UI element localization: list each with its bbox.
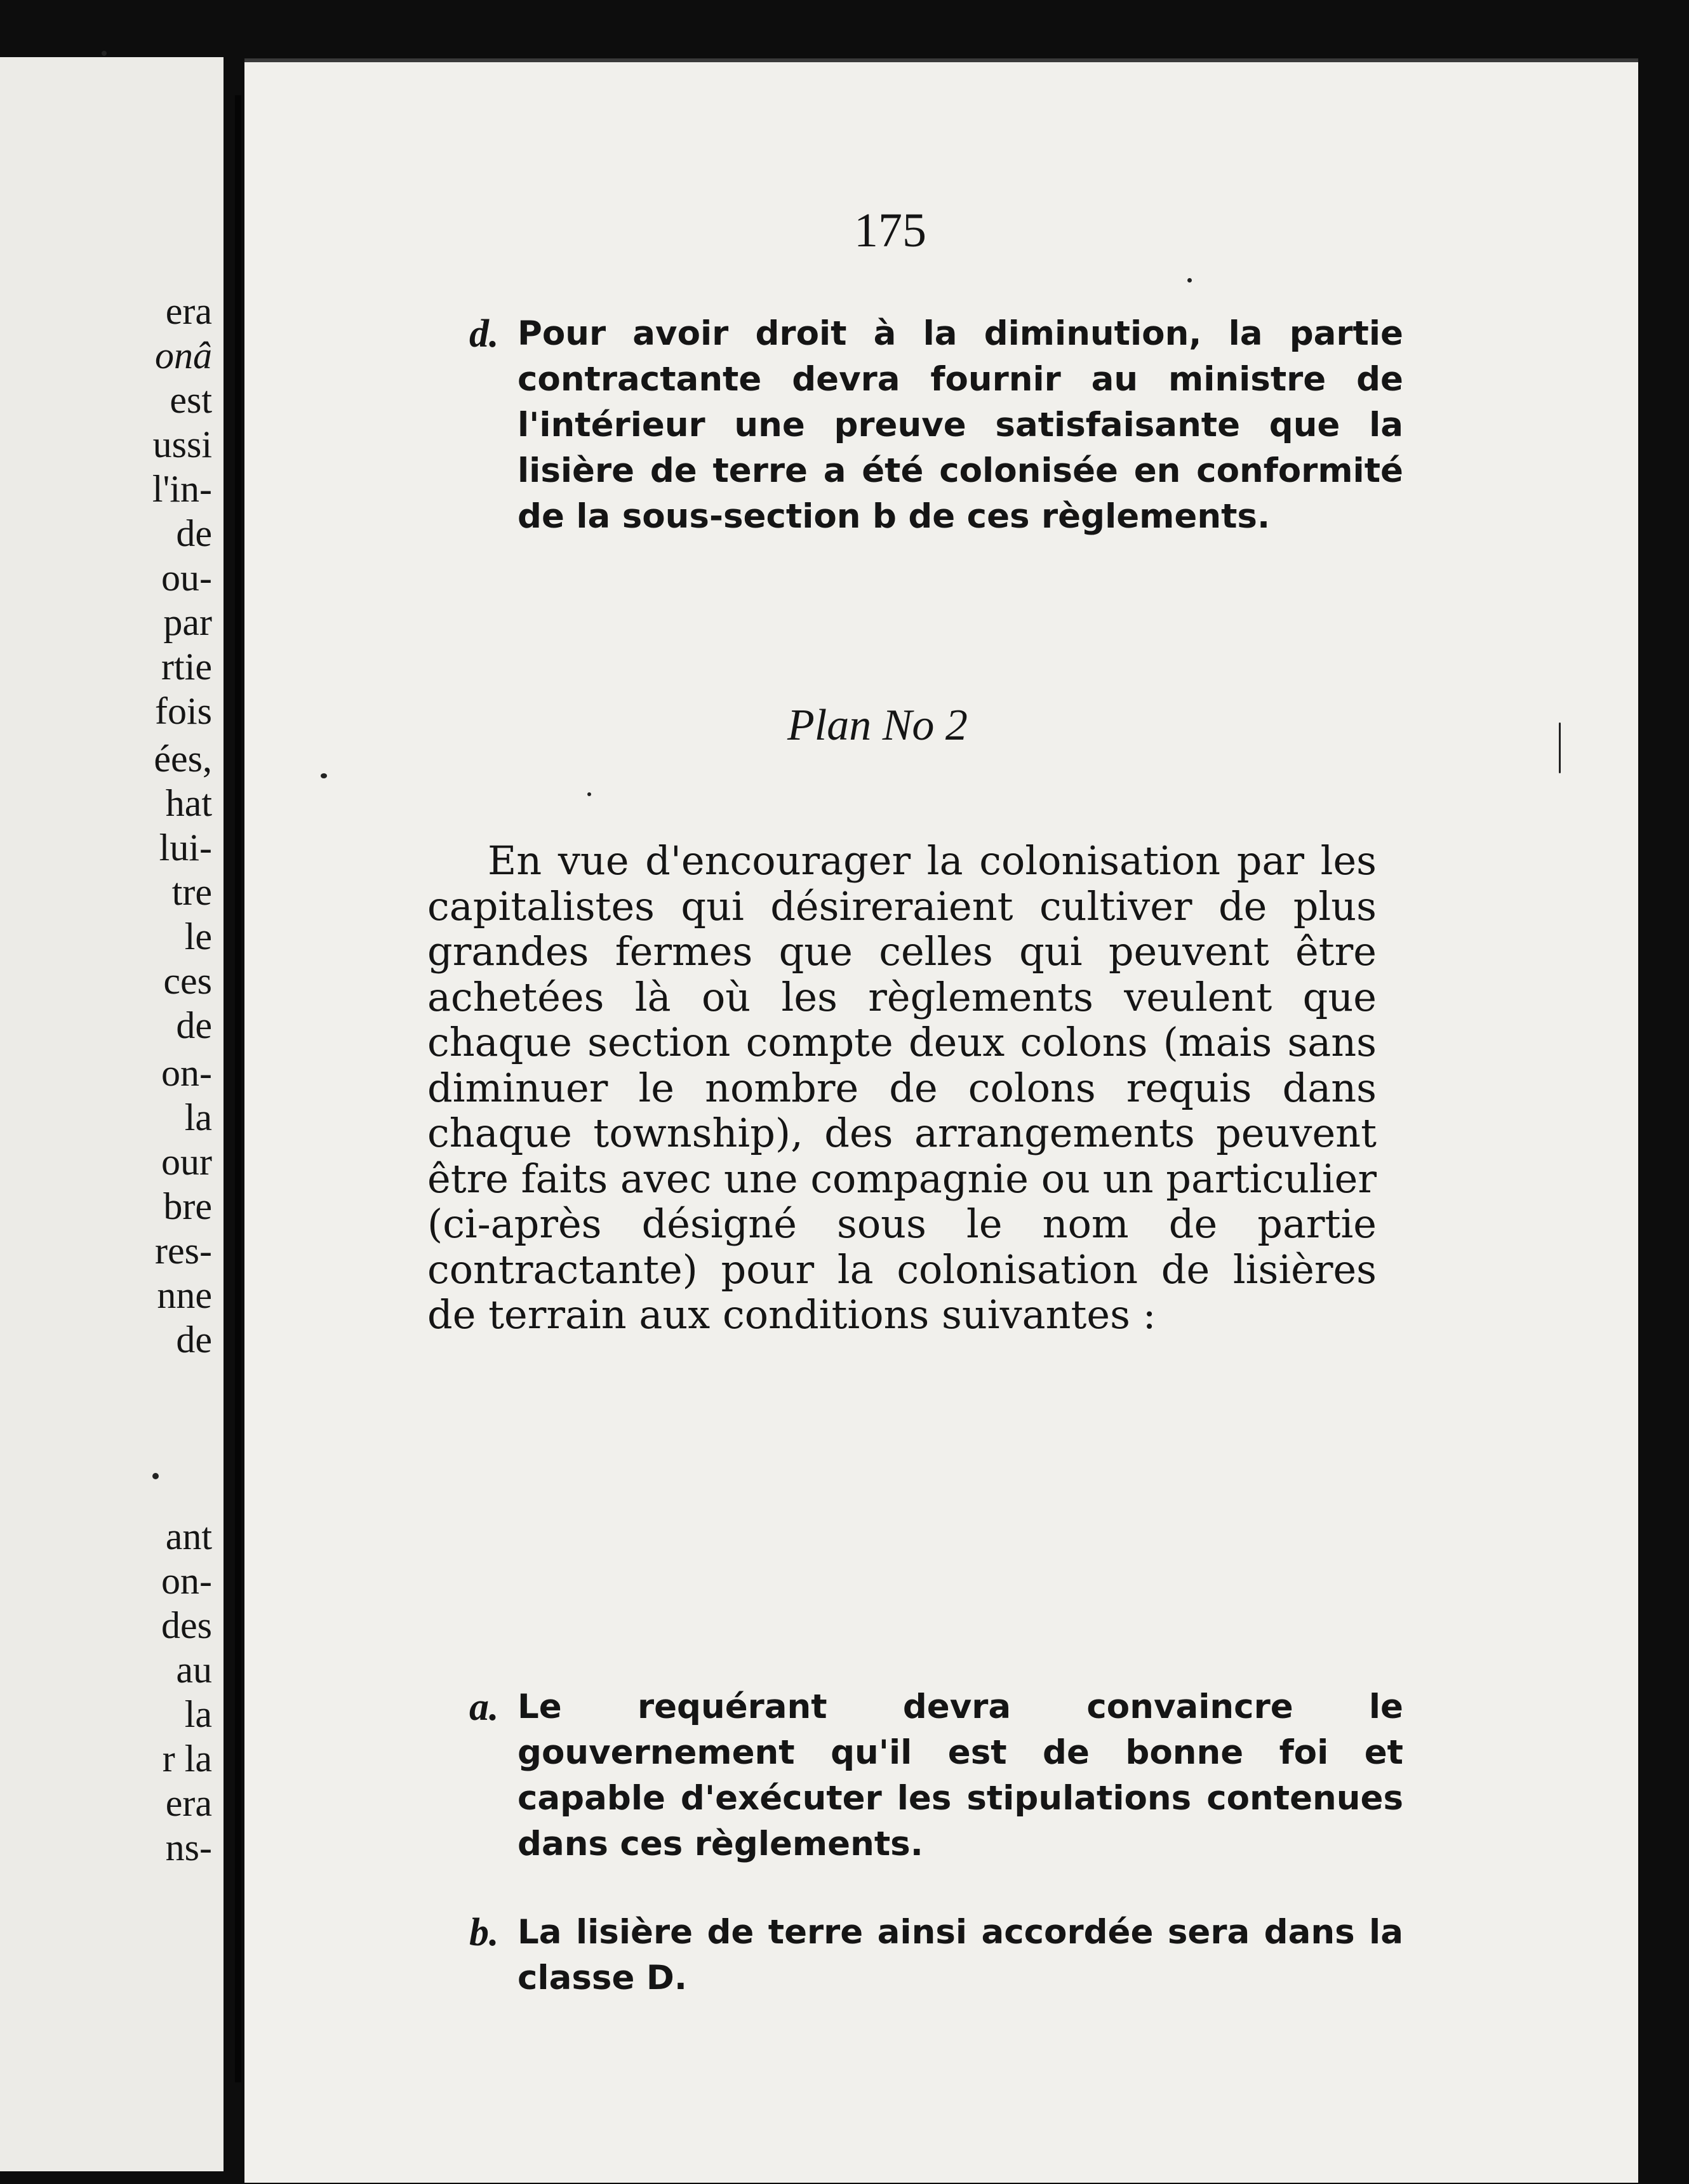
left-fragment: est (170, 379, 212, 421)
scan-speck (152, 1473, 159, 1479)
scan-speck (321, 773, 327, 778)
left-fragment: bre (163, 1185, 212, 1227)
left-fragment: de (176, 512, 212, 554)
book-spine (235, 95, 241, 2082)
left-fragment: rtie (161, 646, 212, 688)
left-fragment: au (176, 1649, 212, 1691)
left-fragment: des (161, 1604, 212, 1646)
left-fragment: fois (155, 690, 212, 732)
left-fragment: tre (171, 871, 212, 913)
scan-speck (102, 51, 107, 56)
left-fragment: ns- (165, 1827, 212, 1868)
left-fragment: lui- (159, 827, 212, 869)
left-fragment: r la (162, 1738, 212, 1780)
left-fragment: on- (161, 1052, 212, 1094)
left-fragment: on- (161, 1560, 212, 1602)
scan-speck (1559, 722, 1561, 773)
body-paragraph: En vue d'encourager la colonisation par les capitalistes qui désireraient cultiver de plus grandes fermes que celles qui peuvent être achetées là où les règlements veulent que chaque section compte deux colons (mais sans diminuer le nombre de colons requis dans chaque township), des arrangements peuvent être faits avec une compagnie ou un particulier (ci-après désigné sous le nom de partie contractante) pour la colonisation de lisières de terrain aux conditions suivantes : (427, 837, 1377, 1338)
left-fragment: l'in- (152, 468, 212, 510)
left-fragment: ant (165, 1515, 212, 1557)
sub-item-b (469, 1910, 1403, 2001)
section-heading: Plan No 2 (787, 701, 968, 750)
left-fragment: de (176, 1319, 212, 1361)
left-fragment: our (161, 1141, 212, 1183)
left-fragment: la (184, 1096, 212, 1138)
sub-item-text: Le requérant devra convaincre le gouvernement qu'il est de bonne foi et capable d'exécuter les stipulations contenues dans ces règlements. (517, 1688, 1403, 1863)
sub-item-a (469, 1684, 1403, 1867)
sub-item-text: Pour avoir droit à la diminution, la partie contractante devra fournir au ministre de l'intérieur une preuve satisfaisante que la lisière de terre a été colonisée en conformité de la sous-section b de ces règlements. (517, 314, 1403, 536)
left-fragment: hat (165, 782, 212, 824)
left-fragment: ussi (152, 423, 212, 465)
sub-item-text: La lisière de terre ainsi accordée sera dans la classe D. (517, 1913, 1403, 1997)
left-fragment: de (176, 1004, 212, 1046)
left-fragment: le (184, 916, 212, 957)
page-number: 175 (854, 204, 926, 257)
sub-item-d (469, 311, 1403, 540)
left-fragment: ées, (154, 738, 212, 780)
sub-item-marker: d. (469, 312, 499, 356)
left-fragment: ou- (161, 557, 212, 599)
scan-speck (587, 792, 591, 796)
left-fragment: era (165, 290, 212, 332)
left-page (0, 57, 224, 2171)
left-fragment: par (163, 601, 212, 643)
left-fragment: onâ (155, 335, 212, 376)
sub-item-marker: b. (469, 1911, 499, 1954)
sub-item-marker: a. (469, 1686, 499, 1729)
scan-speck (1187, 278, 1192, 283)
right-page (244, 58, 1638, 2183)
left-fragment: res- (155, 1230, 212, 1272)
left-fragment: era (165, 1782, 212, 1824)
left-fragment: la (184, 1693, 212, 1735)
left-fragment: nne (157, 1274, 212, 1316)
left-fragment: ces (163, 960, 212, 1002)
